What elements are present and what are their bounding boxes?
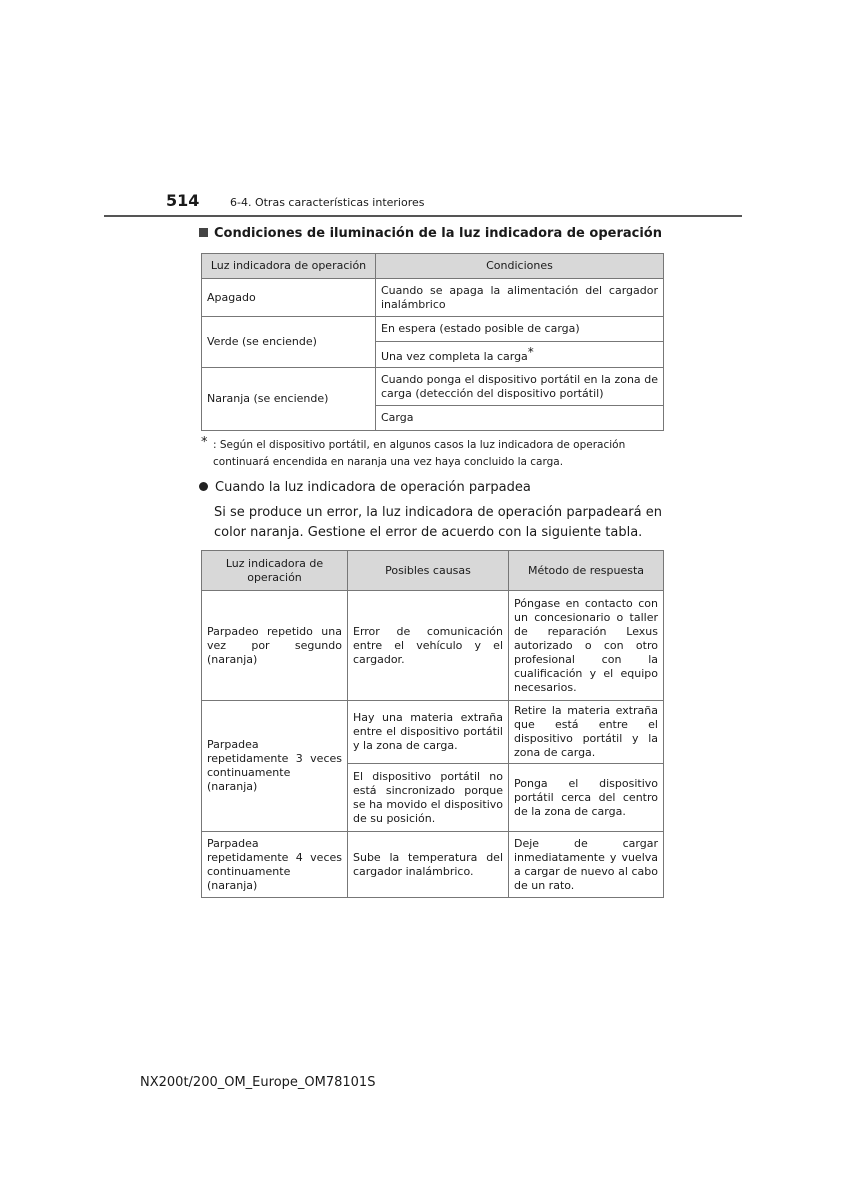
table-cell: Cuando se apaga la alimentación del cargador inalámbrico xyxy=(376,279,664,317)
table-cell: Ponga el dispositivo portátil cerca del centro de la zona de carga. xyxy=(509,764,664,832)
table-header: Condiciones xyxy=(376,254,664,279)
document-footer: NX200t/200_OM_Europe_OM78101S xyxy=(140,1075,376,1090)
table-cell: Póngase en contacto con un concesionario o taller de reparación Lexus autorizado o con otro profesional con la cualificación y el equipo necesarios. xyxy=(509,591,664,701)
cell-text: Una vez completa la carga xyxy=(381,350,528,363)
table-cell: Carga xyxy=(376,406,664,431)
subsection-heading xyxy=(199,226,662,241)
table-cell: El dispositivo portátil no está sincronizado porque se ha movido el dispositivo de su posición. xyxy=(348,764,509,832)
table-cell xyxy=(376,342,664,368)
footnote xyxy=(201,437,663,471)
footnote-marker: * xyxy=(201,435,208,450)
table-cell: Error de comunicación entre el vehículo y el cargador. xyxy=(348,591,509,701)
indicator-conditions-table xyxy=(201,253,664,431)
bullet-text: Cuando la luz indicadora de operación parpadea xyxy=(215,480,531,495)
square-bullet-icon xyxy=(199,228,208,237)
footnote-marker: * xyxy=(527,345,534,359)
footnote-text: : Según el dispositivo portátil, en algunos casos la luz indicadora de operación continuará encendida en naranja una vez haya concluido la carga. xyxy=(213,439,626,468)
table-cell: Verde (se enciende) xyxy=(202,317,376,368)
header-rule xyxy=(104,215,742,217)
table-header: Luz indicadora de operación xyxy=(202,254,376,279)
table-header: Luz indicadora de operación xyxy=(202,551,348,591)
table-cell: Hay una materia extraña entre el dispositivo portátil y la zona de carga. xyxy=(348,701,509,764)
section-title: 6-4. Otras características interiores xyxy=(230,196,425,209)
page-number: 514 xyxy=(166,191,200,210)
table-cell: Naranja (se enciende) xyxy=(202,368,376,431)
table-cell: Retire la materia extraña que está entre el dispositivo portátil y la zona de carga. xyxy=(509,701,664,764)
table-cell: En espera (estado posible de carga) xyxy=(376,317,664,342)
table-cell: Sube la temperatura del cargador inalámbrico. xyxy=(348,832,509,898)
body-paragraph: Si se produce un error, la luz indicadora de operación parpadeará en color naranja. Gestione el error de acuerdo con la siguiente tabla. xyxy=(214,505,662,540)
table-cell: Deje de cargar inmediatamente y vuelva a cargar de nuevo al cabo de un rato. xyxy=(509,832,664,898)
table-cell: Parpadea repetidamente 3 veces continuamente (naranja) xyxy=(202,701,348,832)
table-cell: Cuando ponga el dispositivo portátil en la zona de carga (detección del dispositivo portátil) xyxy=(376,368,664,406)
heading-text: Condiciones de iluminación de la luz indicadora de operación xyxy=(214,226,662,241)
blinking-indicator-table xyxy=(201,550,664,898)
table-cell: Parpadea repetidamente 4 veces continuamente (naranja) xyxy=(202,832,348,898)
table-header: Posibles causas xyxy=(348,551,509,591)
table-cell: Parpadeo repetido una vez por segundo (naranja) xyxy=(202,591,348,701)
bullet-dot-icon xyxy=(199,482,208,491)
bullet-heading xyxy=(199,480,531,495)
page-header xyxy=(0,190,848,220)
table-cell: Apagado xyxy=(202,279,376,317)
table-header: Método de respuesta xyxy=(509,551,664,591)
